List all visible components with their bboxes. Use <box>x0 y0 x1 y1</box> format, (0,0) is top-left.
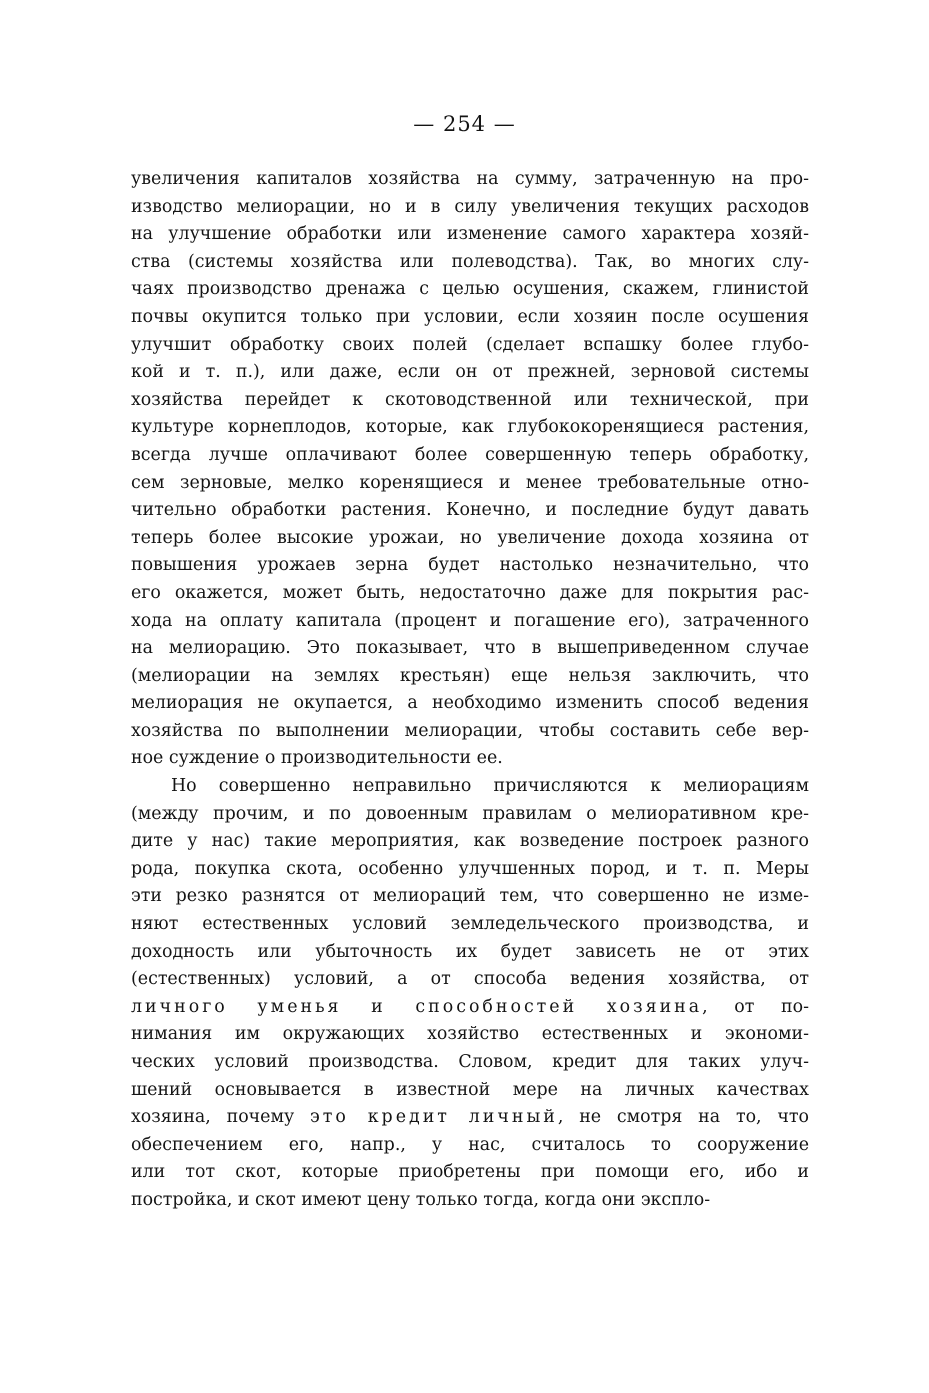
text-line: ческих условий производства. Словом, кредит для таких улуч- <box>131 1052 809 1072</box>
text-line: (естественных) условий, а от способа ведения хозяйства, от <box>131 969 809 990</box>
text-line: увеличения капиталов хозяйства на сумму, затраченную на про- <box>131 169 809 189</box>
text-line: на мелиорацию. Это показывает, что в вышеприведенном случае <box>131 638 809 659</box>
text-line: рода, покупка скота, особенно улучшенных пород, и т. п. Меры <box>131 858 809 879</box>
text-line: няют естественных условий земледельческого производства, и <box>131 914 809 935</box>
text-line: эти резко разнятся от мелиораций тем, что совершенно не изме- <box>131 886 809 907</box>
text-line: кой и т. п.), или даже, если он от прежней, зерновой системы <box>131 362 809 383</box>
text-line: (между прочим, и по довоенным правилам о мелиоративном кре- <box>131 803 809 824</box>
page-number: — 254 — <box>413 112 516 136</box>
text-line: хода на оплату капитала (процент и погашение его), затраченного <box>131 610 809 631</box>
text-line: хозяина, почему это кредит личный, не смотря на то, что <box>131 1107 809 1128</box>
emphasized-text: это кредит личный <box>310 1107 558 1128</box>
text-line: на улучшение обработки или изменение самого характера хозяй- <box>131 224 809 245</box>
text-line: культуре корнеплодов, которые, как глубококоренящиеся растения, <box>131 417 809 438</box>
text-line: нимания им окружающих хозяйство естественных и экономи- <box>131 1024 809 1045</box>
text-line: хозяйства по выполнении мелиорации, чтобы составить себе вер- <box>131 720 809 741</box>
text-line: его окажется, может быть, недостаточно даже для покрытия рас- <box>131 582 809 603</box>
paragraph-2 <box>131 773 809 1215</box>
text-line: Но совершенно неправильно причисляются к мелиорациям <box>171 776 809 797</box>
text-line: повышения урожаев зерна будет настолько незначительно, что <box>131 555 809 576</box>
text-line: ное суждение о производительности ее. <box>131 748 503 769</box>
paragraph-1 <box>131 166 809 773</box>
text-line: всегда лучше оплачивают более совершенную теперь обработку, <box>131 444 809 465</box>
text-line: личного уменья и способностей хозяина, от по- <box>131 996 809 1017</box>
text-line: постройка, и скот имеют цену только тогда, когда они экспло- <box>131 1189 711 1210</box>
text-line: мелиорация не окупается, а необходимо изменить способ ведения <box>131 693 809 714</box>
text-line: или тот скот, которые приобретены при помощи его, ибо и <box>131 1162 809 1183</box>
text-line: улучшит обработку своих полей (сделает вспашку более глубо- <box>131 334 809 355</box>
body-text <box>131 166 809 1215</box>
text-line: сем зерновые, мелко коренящиеся и менее требовательные отно- <box>131 472 809 493</box>
text-line: обеспечением его, напр., у нас, считалось то сооружение <box>131 1134 809 1155</box>
text-line: доходность или убыточность их будет зависеть не от этих <box>131 941 809 962</box>
text-line: чаях производство дренажа с целью осушения, скажем, глинистой <box>131 279 809 300</box>
text-line: (мелиорации на землях крестьян) еще нельзя заключить, что <box>131 665 809 686</box>
text-line: чительно обработки растения. Конечно, и последние будут давать <box>131 500 809 521</box>
text-line: дите у нас) такие мероприятия, как возведение построек разного <box>131 831 809 852</box>
text-line: изводство мелиорации, но и в силу увеличения текущих расходов <box>131 196 809 217</box>
text-line: теперь более высокие урожаи, но увеличение дохода хозяина от <box>131 527 809 548</box>
text-line: хозяйства перейдет к скотоводственной или технической, при <box>131 389 809 410</box>
text-line: шений основывается в известной мере на личных качествах <box>131 1079 809 1100</box>
text-line: ства (системы хозяйства или полеводства). Так, во многих слу- <box>131 251 809 272</box>
text-line: почвы окупится только при условии, если хозяин после осушения <box>131 306 809 327</box>
emphasized-text: личного уменья и способностей хозяина <box>131 996 703 1017</box>
